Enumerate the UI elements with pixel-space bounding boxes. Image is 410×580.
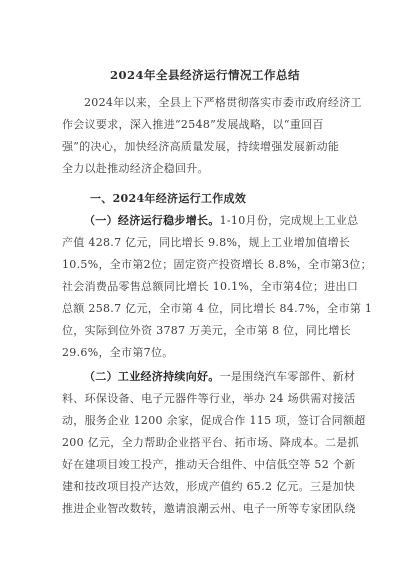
intro-line: 全力以赴推动经济企稳回升。 [62, 162, 209, 175]
paragraph-line: 总额 258.7 亿元，全市第 4 位，同比增长 84.7%，全市第 1 [62, 302, 373, 315]
paragraph-line: 位，实际到位外资 3787 万美元，全市第 8 位，同比增长 [62, 324, 351, 337]
paragraph-line: 好在建项目竣工投产，推动天合组件、中信低空等 52 个新 [62, 458, 356, 471]
paragraph-line: 社会消费品零售总额同比增长 10.1%，全市第4位；进出口 [62, 280, 359, 293]
paragraph-first-line [84, 214, 359, 228]
paragraph-line: 200 亿元，全力帮助企业搭平台、拓市场、降成本。二是抓 [62, 436, 359, 449]
subsection-heading: （二）工业经济持续向好。 [84, 370, 220, 383]
paragraph-text: 1-10月份，完成规上工业总 [219, 214, 359, 227]
paragraph-line: 动，服务企业 1200 余家，促成合作 115 项，签订合同额超 [62, 414, 366, 427]
paragraph-text: 一是围绕汽车零部件、新材 [219, 370, 356, 383]
paragraph-line: 产值 428.7 亿元，同比增长 9.8%，规上工业增加值增长 [62, 236, 351, 249]
intro-line: 作会议要求，深入推进“2548”发展战略，以“重回百 [62, 118, 324, 131]
subsection-heading: （一）经济运行稳步增长。 [84, 214, 220, 227]
section-heading: 一、2024年经济运行工作成效 [90, 192, 247, 205]
paragraph-line: 建和技改项目投产达效，形成产值约 65.2 亿元。三是加快 [62, 480, 356, 493]
paragraph-line: 料、环保设备、电子元器件等行业，举办 24 场供需对接活 [62, 392, 356, 405]
paragraph-line: 推进企业智改数转，邀请浪潮云州、电子一所等专家团队绕 [62, 502, 356, 515]
paragraph-first-line [84, 370, 355, 384]
intro-line: 2024年以来，全县上下严格贯彻落实市委市政府经济工 [84, 96, 362, 109]
document-title: 2024年全县经济运行情况工作总结 [109, 68, 300, 82]
intro-line: 强”的决心，加快经济高质量发展，持续增强发展新动能 [62, 140, 340, 153]
paragraph-line: 10.5%，全市第2位；固定资产投资增长 8.8%，全市第3位； [62, 258, 372, 271]
paragraph-line: 29.6%，全市第7位。 [62, 346, 174, 359]
